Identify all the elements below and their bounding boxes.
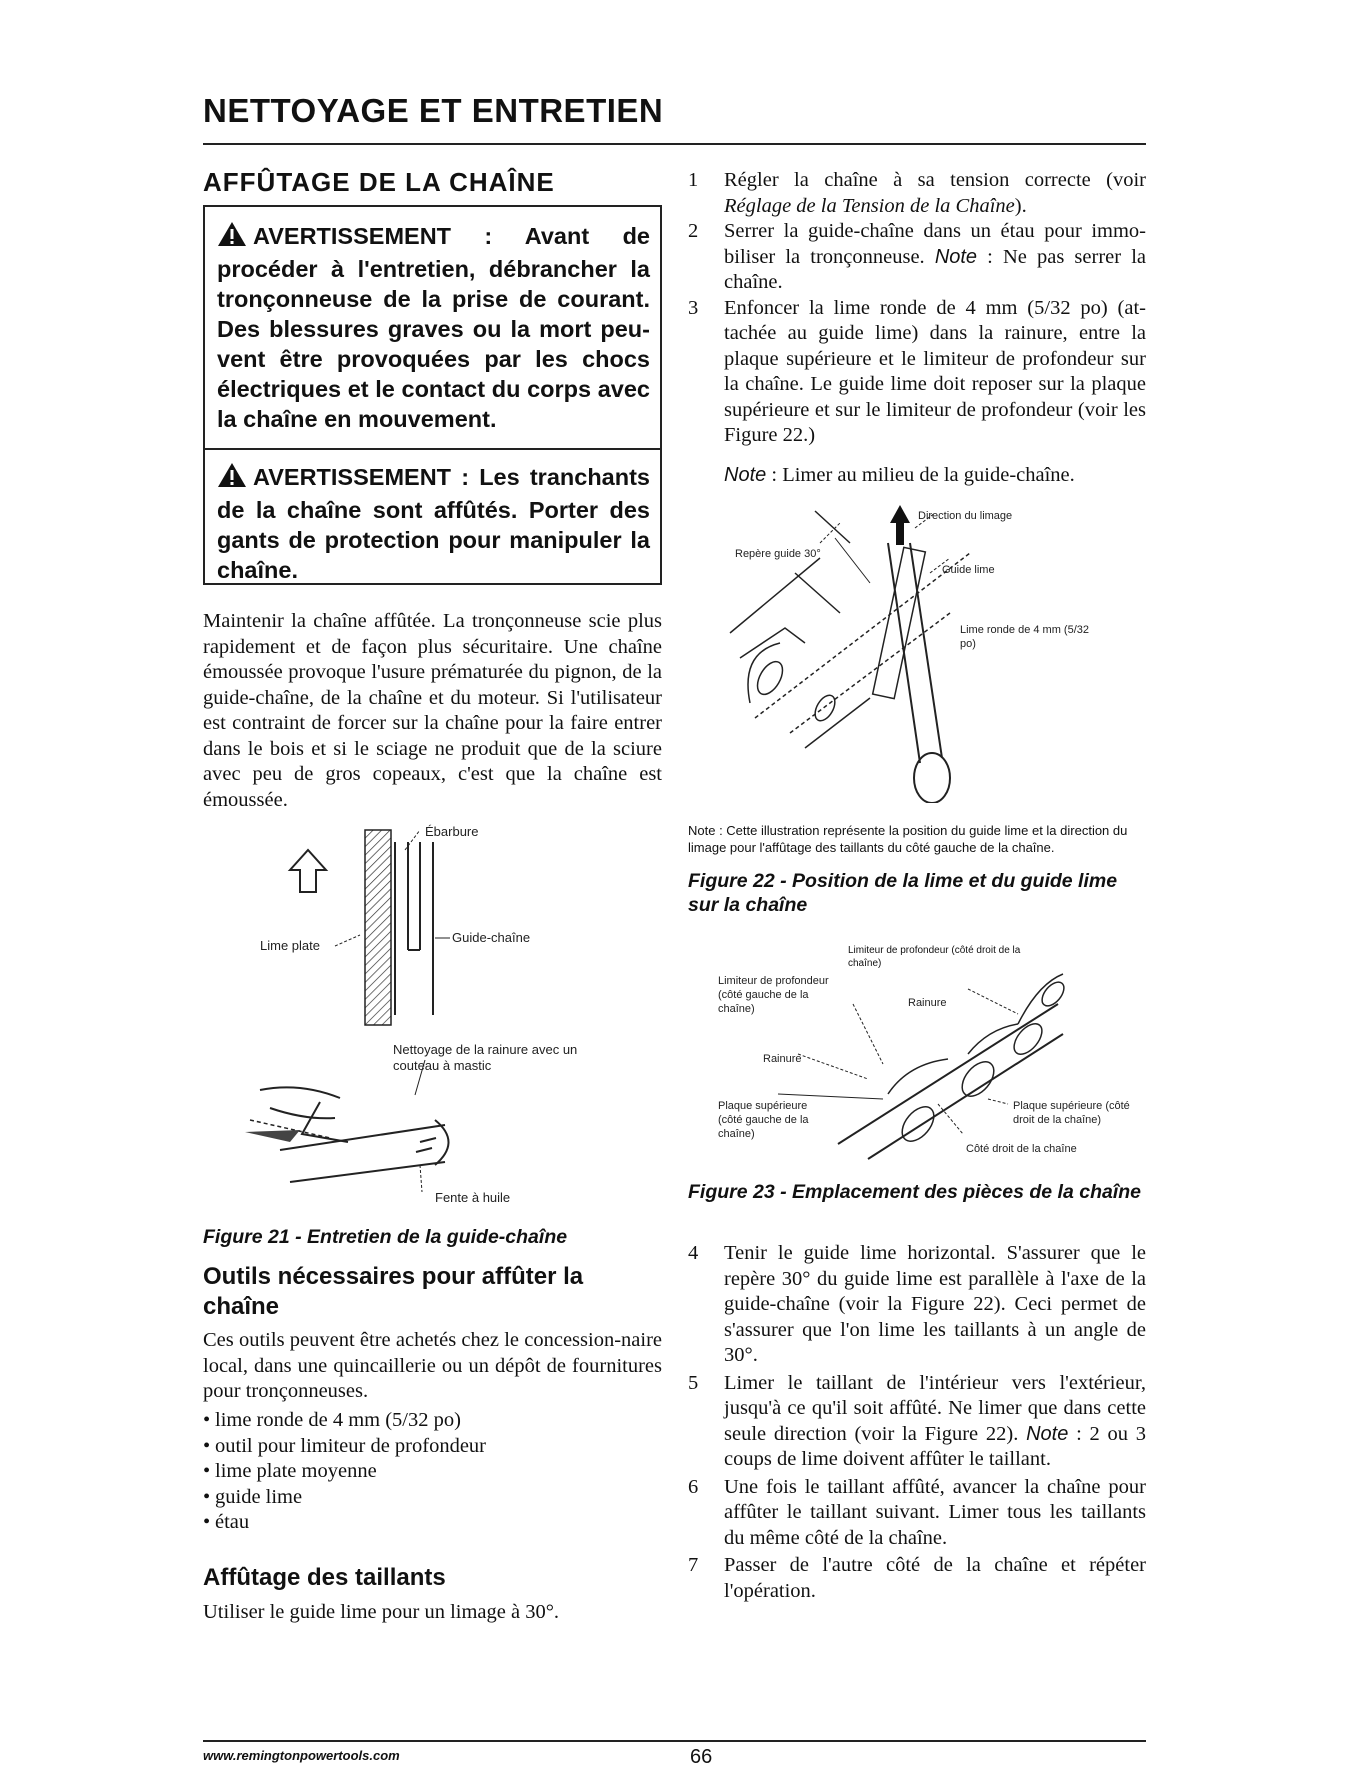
- steps-list-a: [688, 168, 1146, 449]
- label-lime-ronde: Lime ronde de 4 mm (5/32 po): [960, 624, 1090, 650]
- step-number: 5: [688, 1371, 699, 1394]
- step-number: 2: [688, 220, 699, 242]
- step-text: Tenir le guide lime horizontal. S'assurer que le repère 30° du guide lime est parallèle à l'axe de la guide-chaîne (voir la Figure 22). Ceci permet de s'assurer que l'on lime les taillants à un angle de 30°.: [724, 1242, 1146, 1366]
- warning-1-text: AVERTISSEMENT : Avant de procéder à l'entretien, débrancher la tronçonneuse de la prise de courant. Des blessures graves ou la mort peu-vent être provoquées par les chocs électriques et le contact du corps avec la chaîne en mouvement.: [217, 223, 650, 432]
- warning-triangle-icon: [217, 221, 247, 254]
- tools-item: • lime plate moyenne: [203, 1459, 663, 1485]
- note-label: Note: [724, 464, 767, 486]
- step-7: [688, 1553, 1146, 1604]
- step-4: [688, 1241, 1146, 1369]
- label-rainure-1: Rainure: [908, 997, 947, 1009]
- note-3-text: : Limer au milieu de la guide-chaîne.: [766, 464, 1075, 486]
- header-rule: [203, 143, 1146, 145]
- step-text-tail: ).: [1014, 194, 1027, 217]
- step-text: Régler la chaîne à sa tension correcte (voir: [724, 169, 1146, 191]
- note-label: Note: [934, 245, 978, 268]
- step-5: [688, 1371, 1146, 1473]
- step-number: 6: [688, 1475, 699, 1498]
- footer-rule: [203, 1740, 1146, 1742]
- label-guide-lime: Guide lime: [942, 564, 995, 576]
- label-lime-plate: Lime plate: [260, 938, 320, 953]
- step-number: 1: [688, 169, 699, 191]
- label-cote-droit: Côté droit de la chaîne: [966, 1143, 1077, 1155]
- step-text: Serrer la guide-chaîne dans un étau pour immo-biliser la tronçonneuse.: [724, 220, 1146, 268]
- step-6: [688, 1475, 1146, 1552]
- label-limiteur-gauche: Limiteur de profondeur (côté gauche de la chaîne): [718, 975, 829, 1015]
- tools-title: Outils nécessaires pour affûter la chaîne: [203, 1263, 584, 1320]
- warning-2-text: AVERTISSEMENT : Les tranchants de la chaîne sont affûtés. Porter des gants de protection pour manipuler la chaîne.: [217, 464, 650, 583]
- tools-item: • lime ronde de 4 mm (5/32 po): [203, 1408, 663, 1434]
- footer-url: www.remingtonpowertools.com: [203, 1748, 400, 1763]
- label-repere: Repère guide 30°: [735, 548, 821, 560]
- figure-22: [710, 503, 1140, 803]
- figure-21-drawing: [230, 820, 650, 1220]
- warning-1: [217, 221, 650, 434]
- step-text: Passer de l'autre côté de la chaîne et répéter l'opération.: [724, 1554, 1146, 1602]
- tools-item: • guide lime: [203, 1485, 663, 1511]
- step-text: Enfoncer la lime ronde de 4 mm (5/32 po) (at-tachée au guide lime) dans la rainure, entre la plaque supérieure et le limiteur de profondeur sur la chaîne. Le guide lime doit reposer sur la plaque supérieure et sur le limiteur de profondeur (voir les Figure 22.): [724, 296, 1146, 446]
- label-nettoyage: Nettoyage de la rainure avec un couteau à mastic: [393, 1042, 578, 1073]
- figure-23: [718, 944, 1138, 1164]
- step-1: [688, 168, 1146, 219]
- warning-divider: [205, 448, 660, 450]
- label-rainure-2: Rainure: [763, 1053, 802, 1065]
- note-3: [688, 464, 1146, 487]
- figure-23-caption: Figure 23 - Emplacement des pièces de la chaîne: [688, 1181, 1142, 1203]
- label-fente: Fente à huile: [435, 1190, 511, 1205]
- figure-22-caption: Figure 22 - Position de la lime et du guide lime sur la chaîne: [688, 870, 1118, 916]
- tools-item: • outil pour limiteur de profondeur: [203, 1434, 663, 1460]
- step-number: 4: [688, 1242, 699, 1264]
- label-limiteur-droit: Limiteur de profondeur (côté droit de la chaîne): [848, 945, 1021, 969]
- label-direction: Direction du limage: [918, 510, 1013, 522]
- warning-box: [203, 205, 662, 585]
- step-2: [688, 219, 1146, 296]
- step-ref: Réglage de la Tension de la Chaîne: [724, 194, 1015, 217]
- label-plaque-droit: Plaque supérieure (côté droit de la chaîne): [1013, 1100, 1130, 1126]
- step-number: 3: [688, 296, 699, 319]
- sharpen-title: Affûtage des taillants: [203, 1564, 446, 1591]
- tools-item: • étau: [203, 1510, 663, 1536]
- label-guide-chaine: Guide-chaîne: [452, 930, 531, 945]
- section-title: AFFÛTAGE DE LA CHAÎNE: [203, 167, 555, 197]
- warning-triangle-icon: [217, 462, 247, 495]
- steps-list-b: [688, 1241, 1146, 1604]
- label-plaque-gauche: Plaque supérieure (côté gauche de la chaîne): [718, 1100, 809, 1140]
- tools-intro: Ces outils peuvent être achetés chez le concession-naire local, dans une quincaillerie ou un dépôt de fournitures pour tronçonneuses.: [203, 1329, 662, 1402]
- step-text: Limer le taillant de l'intérieur vers l'extérieur, jusqu'à ce qu'il soit affûté. Ne limer que dans cette seule direction (voir la Figure 22).: [724, 1371, 1146, 1445]
- warning-2: [217, 462, 650, 585]
- step-3: [688, 296, 1146, 449]
- sharpen-intro: Utiliser le guide lime pour un limage à 30°.: [203, 1601, 560, 1623]
- tools-list: [203, 1408, 663, 1536]
- intro-paragraph: Maintenir la chaîne affûtée. La tronçonneuse scie plus rapidement et de façon plus sécuritaire. Une chaîne émoussée provoque l'usure prématurée du pignon, de la guide-chaîne, de la chaîne et du moteur. Si l'utilisateur est contraint de forcer sur la chaîne pour la faire entrer dans le bois et si le sciage ne produit que de la sciure avec peu de gros copeaux, c'est que la chaîne est émoussée.: [203, 610, 662, 811]
- page-number: 66: [690, 1746, 713, 1768]
- figure-22-note: Note : Cette illustration représente la position du guide lime et la direction du limage pour l'affûtage des taillants du côté gauche de la chaîne.: [688, 823, 1128, 855]
- note-label: Note: [1026, 1422, 1069, 1445]
- step-note: : 2 ou 3 coups de lime doivent affûter le taillant.: [724, 1422, 1146, 1470]
- figure-21: [230, 820, 650, 1220]
- label-ebarbure: Ébarbure: [425, 824, 479, 839]
- page-title: NETTOYAGE ET ENTRETIEN: [203, 92, 664, 129]
- step-note: : Ne pas serrer la chaîne.: [724, 245, 1146, 293]
- figure-21-caption: Figure 21 - Entretien de la guide-chaîne: [203, 1226, 568, 1248]
- step-text: Une fois le taillant affûté, avancer la chaîne pour affûter le taillant suivant. Limer tous les taillants du même côté de la chaîne.: [724, 1475, 1146, 1549]
- step-number: 7: [688, 1554, 699, 1576]
